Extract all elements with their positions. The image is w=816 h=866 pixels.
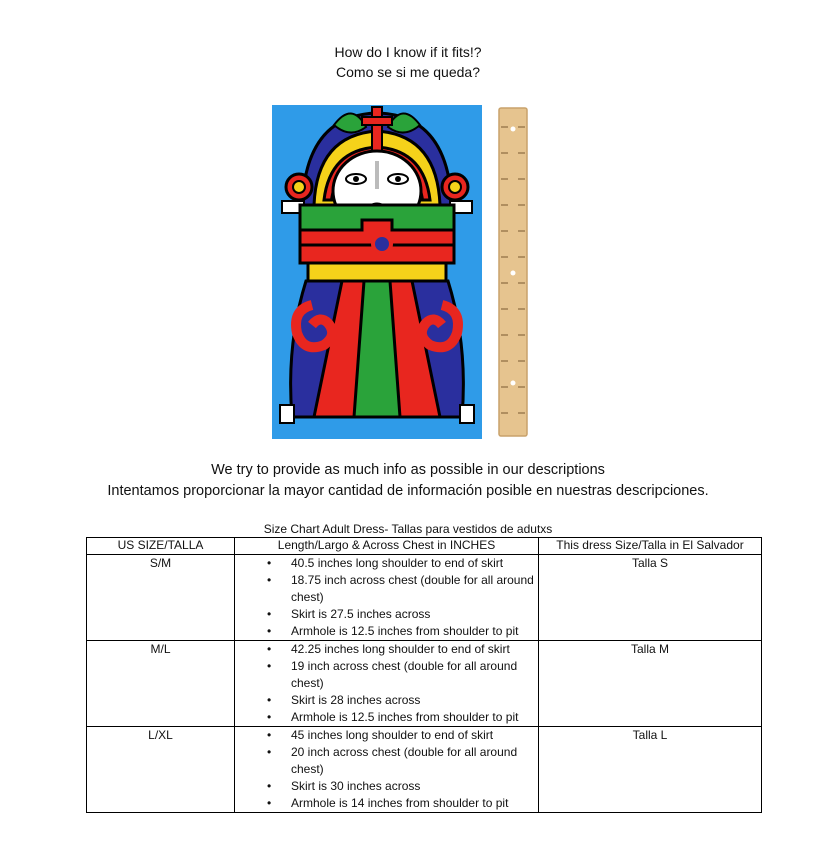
question-spanish: Como se si me queda? bbox=[336, 64, 480, 80]
details-cell bbox=[235, 727, 539, 813]
ruler-icon bbox=[498, 107, 528, 437]
sv-size-cell: Talla S bbox=[539, 555, 762, 641]
table-row bbox=[87, 641, 762, 727]
header-us-size: US SIZE/TALLA bbox=[87, 538, 235, 555]
list-item: • 42.25 inches long shoulder to end of skirt bbox=[291, 641, 534, 658]
size-cell: L/XL bbox=[87, 727, 235, 813]
list-item: • Armhole is 12.5 inches from shoulder to pit bbox=[291, 709, 534, 726]
list-item: • 19 inch across chest (double for all around chest) bbox=[291, 658, 534, 692]
size-cell: S/M bbox=[87, 555, 235, 641]
details-cell bbox=[235, 555, 539, 641]
folk-art-doll-icon bbox=[272, 105, 482, 439]
table-row bbox=[87, 555, 762, 641]
header-sv-size: This dress Size/Talla in El Salvador bbox=[539, 538, 762, 555]
list-item: • 45 inches long shoulder to end of skirt bbox=[291, 727, 534, 744]
intro-spanish: Intentamos proporcionar la mayor cantidad de información posible en nuestras descripciones. bbox=[107, 483, 709, 499]
table-row bbox=[87, 727, 762, 813]
sv-size-cell: Talla M bbox=[539, 641, 762, 727]
details-cell bbox=[235, 641, 539, 727]
header-measurements: Length/Largo & Across Chest in INCHES bbox=[235, 538, 539, 555]
list-item: • Skirt is 30 inches across bbox=[291, 778, 534, 795]
list-item: • 40.5 inches long shoulder to end of skirt bbox=[291, 555, 534, 572]
size-cell: M/L bbox=[87, 641, 235, 727]
table-caption: Size Chart Adult Dress- Tallas para vestidos de adutxs bbox=[263, 522, 553, 536]
list-item: • Armhole is 14 inches from shoulder to pit bbox=[291, 795, 534, 812]
list-item: • Skirt is 28 inches across bbox=[291, 692, 534, 709]
list-item: • Skirt is 27.5 inches across bbox=[291, 606, 534, 623]
intro-english: We try to provide as much info as possible in our descriptions bbox=[211, 462, 605, 478]
sv-size-cell: Talla L bbox=[539, 727, 762, 813]
list-item: • 20 inch across chest (double for all around chest) bbox=[291, 744, 534, 778]
question-english: How do I know if it fits!? bbox=[334, 44, 482, 60]
size-chart-table bbox=[86, 537, 762, 813]
table-header-row bbox=[87, 538, 762, 555]
list-item: • 18.75 inch across chest (double for all around chest) bbox=[291, 572, 534, 606]
list-item: • Armhole is 12.5 inches from shoulder to pit bbox=[291, 623, 534, 640]
